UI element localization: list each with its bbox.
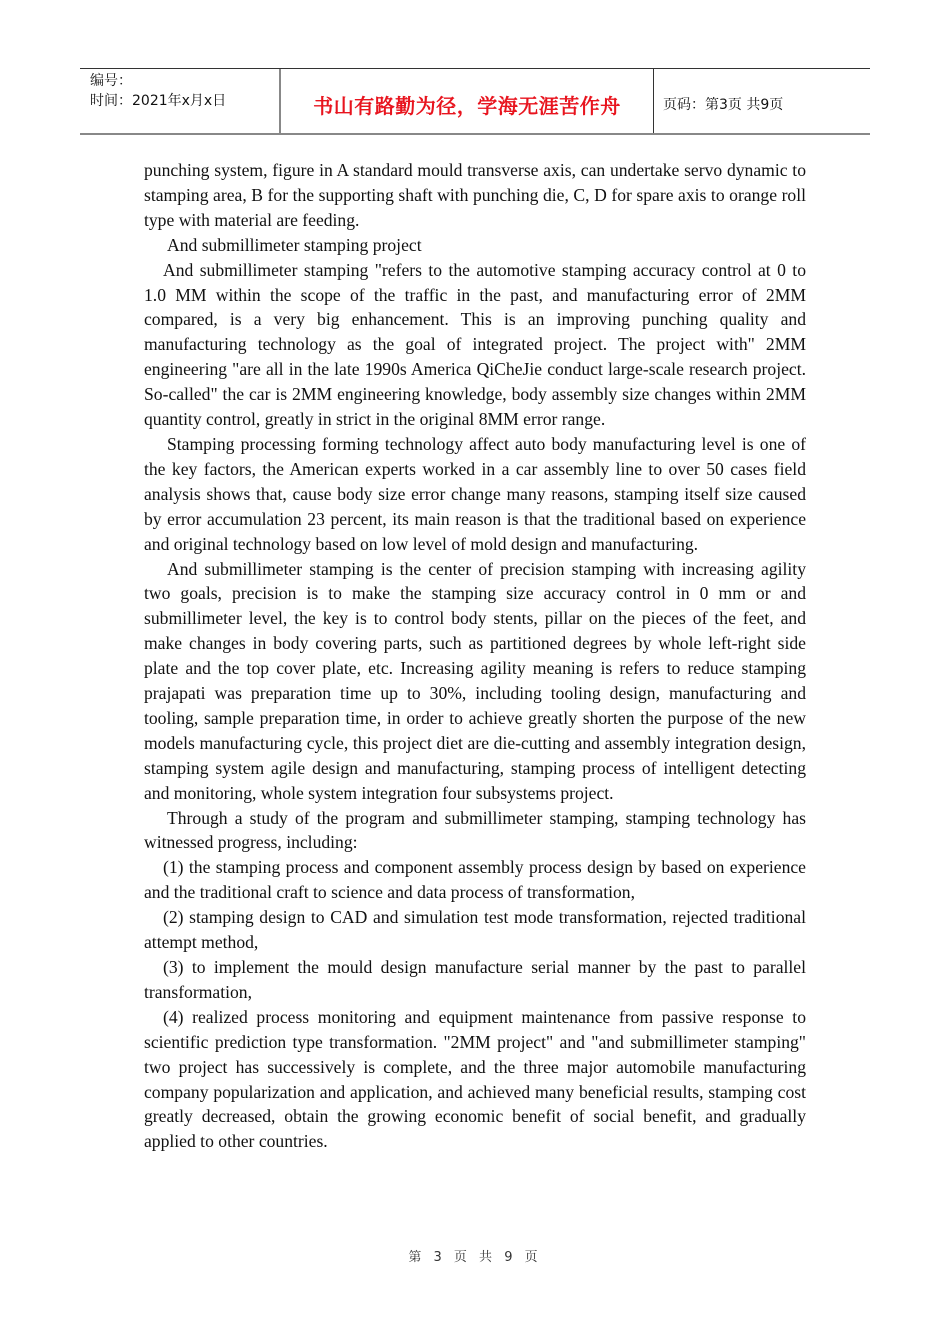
header-info-cell (80, 69, 281, 133)
section-heading: And submillimeter stamping project (167, 234, 422, 255)
list-item: (2) stamping design to CAD and simulation test mode transformation, rejected traditional attempt method, (144, 907, 806, 953)
paragraph: Through a study of the program and submillimeter stamping, stamping technology has witnessed progress, including: (144, 807, 806, 853)
document-number-label: 编号： (90, 73, 132, 89)
paragraph: And submillimeter stamping "refers to the automotive stamping accuracy control at 0 to 1.0 MM within the scope of the traffic in the past, and manufacturing error of 2MM compared, is a very big enhancement. This is an improving punching quality and manufacturing technology as the goal of integrated project. The project with" 2MM engineering "are all in the late 1990s America QiCheJie conduct large-scale research project. So-called" the car is 2MM engineering knowledge, body assembly size changes within 2MM quantity control, greatly in strict in the original 8MM error range. (144, 259, 806, 430)
list-item: (1) the stamping process and component assembly process design by based on experience and the traditional craft to science and data process of transformation, (144, 857, 806, 903)
page-header (80, 68, 870, 135)
paragraph: And submillimeter stamping is the center of precision stamping with increasing agility two goals, precision is to make the stamping size accuracy control in 0 mm or and submillimeter level, the key is to control body stents, pillar on the pieces of the feet, and make changes in body covering parts, such as partitioned degrees by whole left-right side plate and the top cover plate, etc. Increasing agility meaning is refers to reduce stamping prajapati was preparation time up to 30%, including tooling design, manufacturing and tooling, sample preparation time, in order to achieve greatly shorten the purpose of the new models manufacturing cycle, this project diet are die-cutting and assembly integration design, stamping system agile design and manufacturing, stamping process of intelligent detecting and monitoring, whole system integration four subsystems project. (144, 558, 806, 803)
page-footer: 第 3 页 共 9 页 (408, 1250, 542, 1265)
document-date-label: 时间：2021年x月x日 (90, 93, 227, 109)
header-motto: 书山有路勤为径，学海无涯苦作舟 (281, 69, 654, 133)
list-item: (3) to implement the mould design manufacture serial manner by the past to parallel transformation, (144, 957, 806, 1002)
paragraph: Stamping processing forming technology affect auto body manufacturing level is one of the key factors, the American experts worked in a car assembly line to over 50 cases field analysis shows that, cause body size error change many reasons, stamping itself size caused by error accumulation 23 percent, its main reason is that the traditional based on experience and original technology based on low level of mold design and manufacturing. (144, 433, 806, 554)
document-body (144, 158, 806, 1154)
list-item: (4) realized process monitoring and equipment maintenance from passive response to scientific prediction type transformation. "2MM project" and "and submillimeter stamping" two project has successively is complete, and the three major automobile manufacturing company popularization and application, and achieved many beneficial results, stamping cost greatly decreased, obtain the growing economic benefit of social benefit, and gradually applied to other countries. (144, 1006, 806, 1152)
header-page-info: 页码：第3页 共9页 (663, 97, 784, 113)
paragraph-continuation: punching system, figure in A standard mould transverse axis, can undertake servo dynamic to stamping area, B for the supporting shaft with punching die, C, D for spare axis to orange roll type with material are feeding. (144, 160, 806, 230)
